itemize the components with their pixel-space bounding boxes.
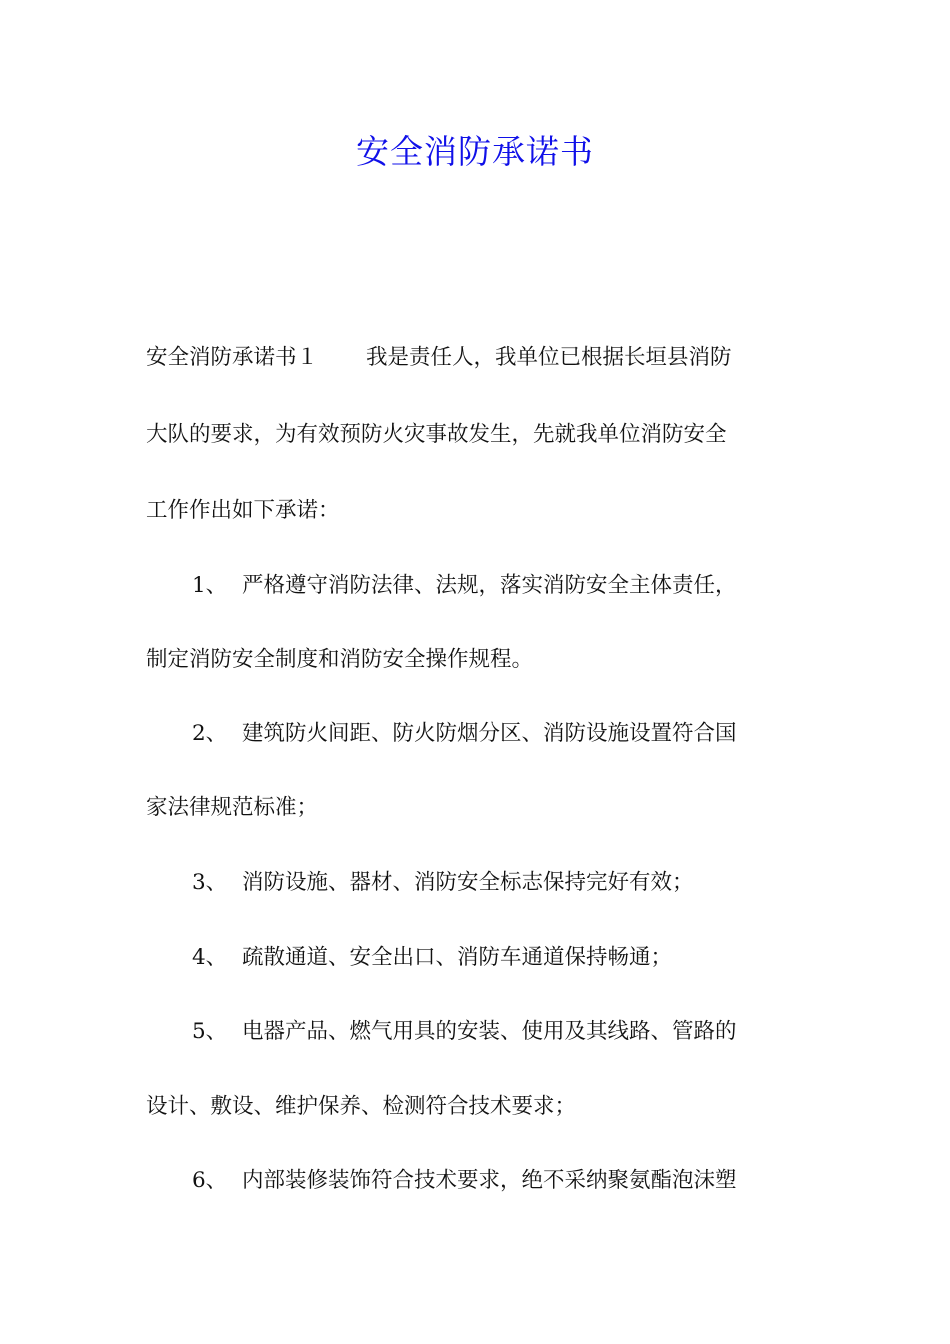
item-6-line-1 (192, 1164, 852, 1198)
item-6-text: 内部装修装饰符合技术要求，绝不采纳聚氨酯泡沫塑 (242, 1168, 737, 1193)
item-5-number: 5、 (192, 1019, 228, 1044)
intro-line-1 (146, 341, 806, 375)
document-title: 安全消防承诺书 (356, 132, 594, 171)
intro-line-2: 大队的要求，为有效预防火灾事故发生，先就我单位消防安全 (146, 422, 727, 447)
item-2-number: 2、 (192, 721, 228, 746)
item-1-text: 严格遵守消防法律、法规，落实消防安全主体责任， (242, 573, 737, 598)
item-5-text: 电器产品、燃气用具的安装、使用及其线路、管路的 (242, 1019, 737, 1044)
item-4-number: 4、 (192, 945, 228, 970)
item-4-text: 疏散通道、安全出口、消防车通道保持畅通； (242, 945, 673, 970)
item-3-number: 3、 (192, 870, 228, 895)
item-4-line-1 (192, 941, 852, 975)
intro-line-3: 工作作出如下承诺： (146, 498, 340, 523)
item-1-number: 1、 (192, 573, 228, 598)
item-2-text: 建筑防火间距、防火防烟分区、消防设施设置符合国 (242, 721, 737, 746)
item-5-line-2: 设计、敷设、维护保养、检测符合技术要求； (146, 1094, 577, 1119)
item-3-text: 消防设施、器材、消防安全标志保持完好有效； (242, 870, 694, 895)
item-6-number: 6、 (192, 1168, 228, 1193)
intro-heading: 安全消防承诺书１ (146, 345, 319, 370)
item-2-line-1 (192, 717, 852, 751)
item-2-line-2: 家法律规范标准； (146, 795, 319, 820)
item-3-line-1 (192, 866, 852, 900)
item-1-line-1 (192, 569, 852, 603)
item-5-line-1 (192, 1015, 852, 1049)
intro-line-1-text: 我是责任人，我单位已根据长垣县消防 (366, 345, 732, 370)
item-1-line-2: 制定消防安全制度和消防安全操作规程。 (146, 647, 534, 672)
